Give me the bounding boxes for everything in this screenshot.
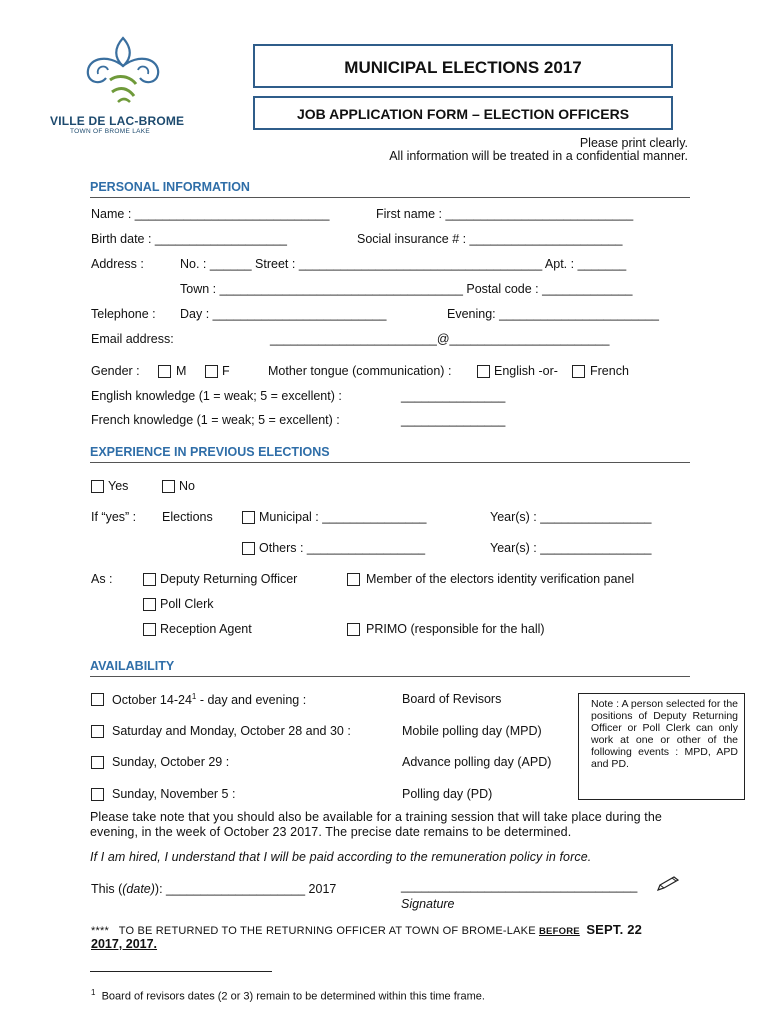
french-label: French: [590, 364, 629, 378]
availability-row-4-checkbox[interactable]: [91, 788, 104, 801]
years-field-1[interactable]: Year(s) : ________________: [490, 510, 652, 524]
section-availability-heading: AVAILABILITY: [90, 659, 690, 677]
logo-name: VILLE DE LAC-BROME: [50, 114, 185, 128]
return-note: **** TO BE RETURNED TO THE RETURNING OFFICER AT TOWN OF BROME-LAKE BEFORE SEPT. 22: [91, 922, 643, 937]
municipal-field[interactable]: Municipal : _______________: [259, 510, 427, 524]
french-knowledge-label: French knowledge (1 = weak; 5 = excellent) :: [91, 413, 340, 427]
training-note: Please take note that you should also be available for a training session that will take place during the evening, in the week of October 23 2017. The precise date remains to be determined.: [90, 810, 662, 839]
footnote: $^1$ Board of revisors dates (2 or 3) remain to be determined within this time frame.: [91, 988, 485, 1003]
return-deadline-year: 2017, 2017.: [91, 937, 158, 951]
subtitle-box: [253, 96, 673, 130]
reception-label: Reception Agent: [160, 622, 252, 636]
footnote-divider: [90, 971, 272, 972]
gender-m-label: M: [176, 364, 187, 378]
others-field[interactable]: Others : _________________: [259, 541, 426, 555]
hired-note: If I am hired, I understand that I will be paid according to the remuneration policy in force.: [90, 850, 592, 864]
experience-no-label: No: [179, 479, 195, 493]
email-label: Email address:: [91, 332, 174, 346]
deputy-checkbox[interactable]: [143, 573, 156, 586]
experience-yes-label: Yes: [108, 479, 129, 493]
availability-row-4-date: Sunday, November 5 :: [112, 787, 236, 801]
gender-f-checkbox[interactable]: [205, 365, 218, 378]
availability-row-1-checkbox[interactable]: [91, 693, 104, 706]
address-field[interactable]: No. : ______ Street : ___________________________________ Apt. : _______: [180, 257, 627, 271]
signature-label: Signature: [401, 897, 455, 911]
instruction-line-1: Please print clearly.: [579, 136, 688, 150]
town-field[interactable]: Town : ___________________________________ Postal code : _____________: [180, 282, 633, 296]
birth-date-field[interactable]: Birth date : ___________________: [91, 232, 288, 246]
primo-label: PRIMO (responsible for the hall): [366, 622, 545, 636]
availability-note: Note : A person selected for the positions of Deputy Returning Officer or Poll Clerk can only work at one or other of the following events : MPD, APD and PD.: [578, 693, 745, 800]
instruction-line-2: All information will be treated in a confidential manner.: [389, 149, 688, 163]
availability-row-4-event: Polling day (PD): [402, 787, 493, 801]
availability-row-3-date: Sunday, October 29 :: [112, 755, 230, 769]
sin-field[interactable]: Social insurance # : ______________________: [357, 232, 623, 246]
first-name-field[interactable]: First name : ___________________________: [376, 207, 634, 221]
experience-no-checkbox[interactable]: [162, 480, 175, 493]
logo-subname: TOWN OF BROME LAKE: [70, 128, 151, 135]
experience-yes-checkbox[interactable]: [91, 480, 104, 493]
availability-row-3-checkbox[interactable]: [91, 756, 104, 769]
elections-label: Elections: [162, 510, 213, 524]
mother-tongue-label: Mother tongue (communication) :: [268, 364, 452, 378]
english-checkbox[interactable]: [477, 365, 490, 378]
name-field[interactable]: Name : ____________________________: [91, 207, 330, 221]
section-experience-heading: EXPERIENCE IN PREVIOUS ELECTIONS: [90, 445, 690, 463]
signature-line[interactable]: __________________________________: [401, 879, 638, 893]
day-phone-field[interactable]: Day : _________________________: [180, 307, 387, 321]
email-field[interactable]: ________________________@_______________________: [270, 332, 610, 346]
evening-phone-field[interactable]: Evening: _______________________: [447, 307, 660, 321]
form-title: MUNICIPAL ELECTIONS 2017: [344, 58, 582, 77]
fleur-de-lis-icon: [78, 34, 168, 112]
gender-f-label: F: [222, 364, 230, 378]
municipal-checkbox[interactable]: [242, 511, 255, 524]
availability-row-3-event: Advance polling day (APD): [402, 755, 552, 769]
others-checkbox[interactable]: [242, 542, 255, 555]
reception-checkbox[interactable]: [143, 623, 156, 636]
poll-clerk-label: Poll Clerk: [160, 597, 214, 611]
french-checkbox[interactable]: [572, 365, 585, 378]
gender-m-checkbox[interactable]: [158, 365, 171, 378]
address-label: Address :: [91, 257, 144, 271]
title-box: [253, 44, 673, 88]
pen-icon: [656, 876, 682, 892]
date-line[interactable]: This ((date)): ____________________ 2017: [91, 882, 337, 896]
english-knowledge-label: English knowledge (1 = weak; 5 = excellent) :: [91, 389, 342, 403]
member-panel-label: Member of the electors identity verification panel: [366, 572, 635, 586]
form-subtitle: JOB APPLICATION FORM – ELECTION OFFICERS: [296, 106, 630, 122]
as-label: As :: [91, 572, 113, 586]
availability-row-1-event: Board of Revisors: [402, 692, 502, 706]
availability-row-2-event: Mobile polling day (MPD): [402, 724, 542, 738]
member-panel-checkbox[interactable]: [347, 573, 360, 586]
english-or-label: English -or-: [494, 364, 558, 378]
primo-checkbox[interactable]: [347, 623, 360, 636]
availability-row-2-checkbox[interactable]: [91, 725, 104, 738]
availability-row-1-date: October $14-24^1$ - day and evening :: [112, 692, 307, 708]
years-field-2[interactable]: Year(s) : ________________: [490, 541, 652, 555]
deputy-label: Deputy Returning Officer: [160, 572, 298, 586]
poll-clerk-checkbox[interactable]: [143, 598, 156, 611]
section-personal-heading: PERSONAL INFORMATION: [90, 180, 690, 198]
english-knowledge-field[interactable]: _______________: [401, 389, 506, 403]
availability-row-2-date: Saturday and Monday, October 28 and 30 :: [112, 724, 351, 738]
town-logo: [50, 34, 190, 134]
telephone-label: Telephone :: [91, 307, 156, 321]
if-yes-label: If “yes” :: [91, 510, 137, 524]
gender-label: Gender :: [91, 364, 140, 378]
french-knowledge-field[interactable]: _______________: [401, 413, 506, 427]
